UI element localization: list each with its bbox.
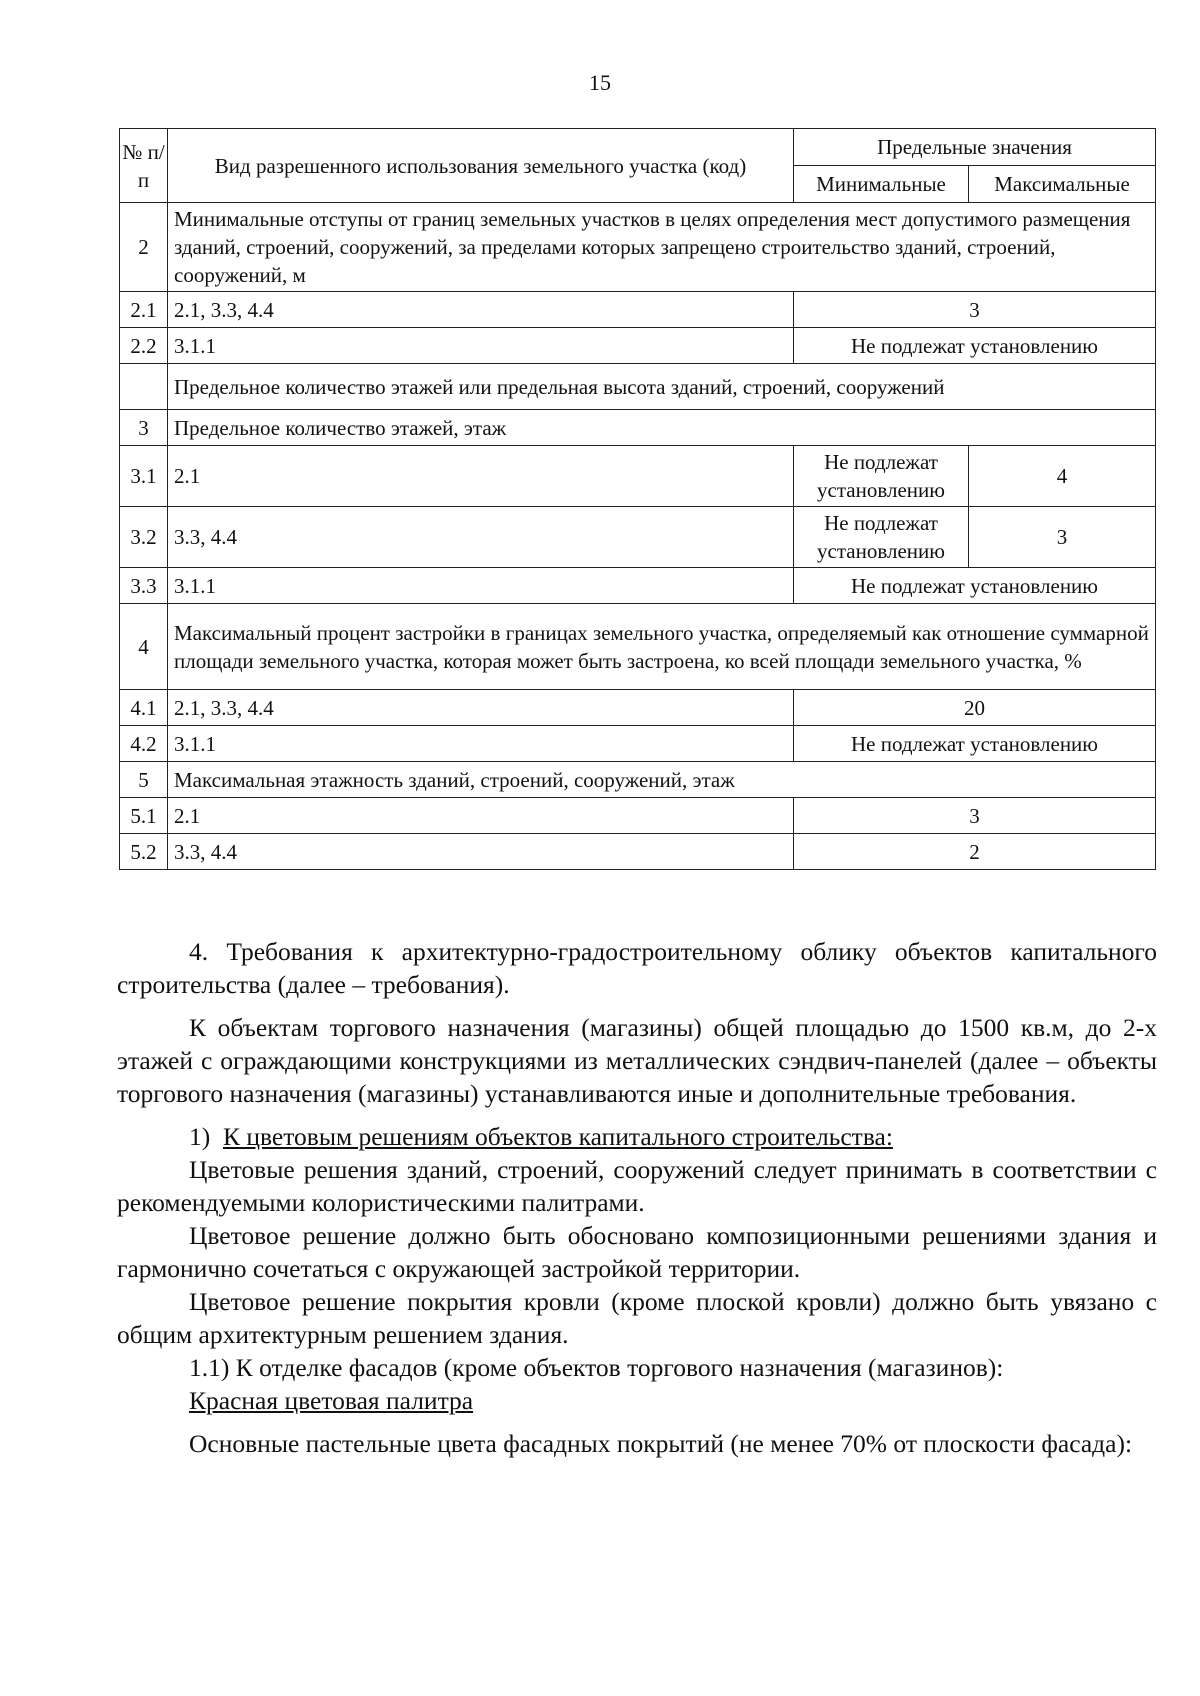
row-use-code: 3.3, 4.4 [168, 834, 794, 870]
row-value: 3 [794, 292, 1156, 328]
table-row [120, 726, 1156, 762]
paragraph-red-palette: Красная цветовая палитра [189, 1386, 474, 1415]
row-use-code: 2.1 [168, 446, 794, 507]
row-num: 4 [120, 604, 168, 690]
table-row [120, 604, 1156, 690]
table-row [120, 762, 1156, 798]
color-heading-num: 1) [189, 1122, 211, 1151]
row-num: 3 [120, 410, 168, 446]
row-use-code: 3.1.1 [168, 726, 794, 762]
paragraph-facade-finish: 1.1) К отделке фасадов (кроме объектов торгового назначения (магазинов): [189, 1353, 1004, 1382]
row-num: 4.1 [120, 690, 168, 726]
row-section-title: Предельное количество этажей, этаж [168, 410, 1156, 446]
row-min: Не подлежат установлению [794, 507, 969, 568]
paragraph-roof-color: Цветовое решение покрытия кровли (кроме плоской кровли) должно быть увязано с общим архитектурным решением здания. [117, 1287, 1157, 1349]
row-use-code: 2.1, 3.3, 4.4 [168, 292, 794, 328]
row-section-title: Минимальные отступы от границ земельных участков в целях определения мест допустимого размещения зданий, строений, сооружений, за пределами которых запрещено строительство зданий, строений, сооружений, м [168, 203, 1156, 292]
body-text [117, 935, 1157, 1460]
row-value: 3 [794, 798, 1156, 834]
row-num: 3.2 [120, 507, 168, 568]
row-num: 2 [120, 203, 168, 292]
paragraph-color-palettes: Цветовые решения зданий, строений, сооружений следует принимать в соответствии с рекомендуемыми колористическими палитрами. [117, 1155, 1157, 1217]
table-header [120, 129, 1156, 203]
paragraph-trade-objects: К объектам торгового назначения (магазины) общей площадью до 1500 кв.м, до 2-х этажей с ограждающими конструкциями из металлических сэндвич-панелей (далее – объекты торгового назначения (магазины) устанавливаются иные и дополнительные требования. [117, 1013, 1157, 1108]
row-num: 4.2 [120, 726, 168, 762]
header-min: Минимальные [794, 166, 969, 203]
row-num: 2.1 [120, 292, 168, 328]
row-value: Не подлежат установлению [794, 328, 1156, 364]
row-num: 5 [120, 762, 168, 798]
paragraph-requirements: 4. Требования к архитектурно-градостроительному облику объектов капитального строительства (далее – требования). [117, 937, 1157, 999]
regulations-table [119, 128, 1156, 870]
paragraph-color-justified: Цветовое решение должно быть обосновано композиционными решениями здания и гармонично сочетаться с окружающей застройкой территории. [117, 1221, 1157, 1283]
table-row [120, 203, 1156, 292]
row-value: Не подлежат установлению [794, 726, 1156, 762]
table-row [120, 690, 1156, 726]
row-min: Не подлежат установлению [794, 446, 969, 507]
paragraph-pastel-colors: Основные пастельные цвета фасадных покрытий (не менее 70% от плоскости фасада): [189, 1429, 1133, 1458]
header-num: № п/п [120, 129, 168, 203]
table-row [120, 292, 1156, 328]
row-num: 3.1 [120, 446, 168, 507]
row-max: 4 [969, 446, 1156, 507]
row-use-code: 3.3, 4.4 [168, 507, 794, 568]
table-row [120, 364, 1156, 410]
header-limits: Предельные значения [794, 129, 1156, 166]
paragraph-color-heading [117, 1120, 1157, 1153]
row-section-title: Максимальный процент застройки в границах земельного участка, определяемый как отношение суммарной площади земельного участка, которая может быть застроена, ко всей площади земельного участка, % [168, 604, 1156, 690]
row-section-title: Максимальная этажность зданий, строений, сооружений, этаж [168, 762, 1156, 798]
row-value: 20 [794, 690, 1156, 726]
row-use-code: 3.1.1 [168, 328, 794, 364]
row-section-title: Предельное количество этажей или предельная высота зданий, строений, сооружений [168, 364, 1156, 410]
table-row [120, 446, 1156, 507]
page-number: 15 [589, 70, 611, 95]
row-num [120, 364, 168, 410]
header-type: Вид разрешенного использования земельного участка (код) [168, 129, 794, 203]
table-row [120, 568, 1156, 604]
row-num: 3.3 [120, 568, 168, 604]
row-use-code: 3.1.1 [168, 568, 794, 604]
row-max: 3 [969, 507, 1156, 568]
row-num: 5.1 [120, 798, 168, 834]
table-row [120, 798, 1156, 834]
row-value: 2 [794, 834, 1156, 870]
row-num: 2.2 [120, 328, 168, 364]
row-value: Не подлежат установлению [794, 568, 1156, 604]
row-use-code: 2.1, 3.3, 4.4 [168, 690, 794, 726]
table-row [120, 410, 1156, 446]
table-row [120, 328, 1156, 364]
header-max: Максимальные [969, 166, 1156, 203]
table-row [120, 834, 1156, 870]
color-heading-text: К цветовым решениям объектов капитального строительства: [223, 1122, 893, 1151]
row-num: 5.2 [120, 834, 168, 870]
row-use-code: 2.1 [168, 798, 794, 834]
table-row [120, 507, 1156, 568]
table-body [120, 203, 1156, 870]
